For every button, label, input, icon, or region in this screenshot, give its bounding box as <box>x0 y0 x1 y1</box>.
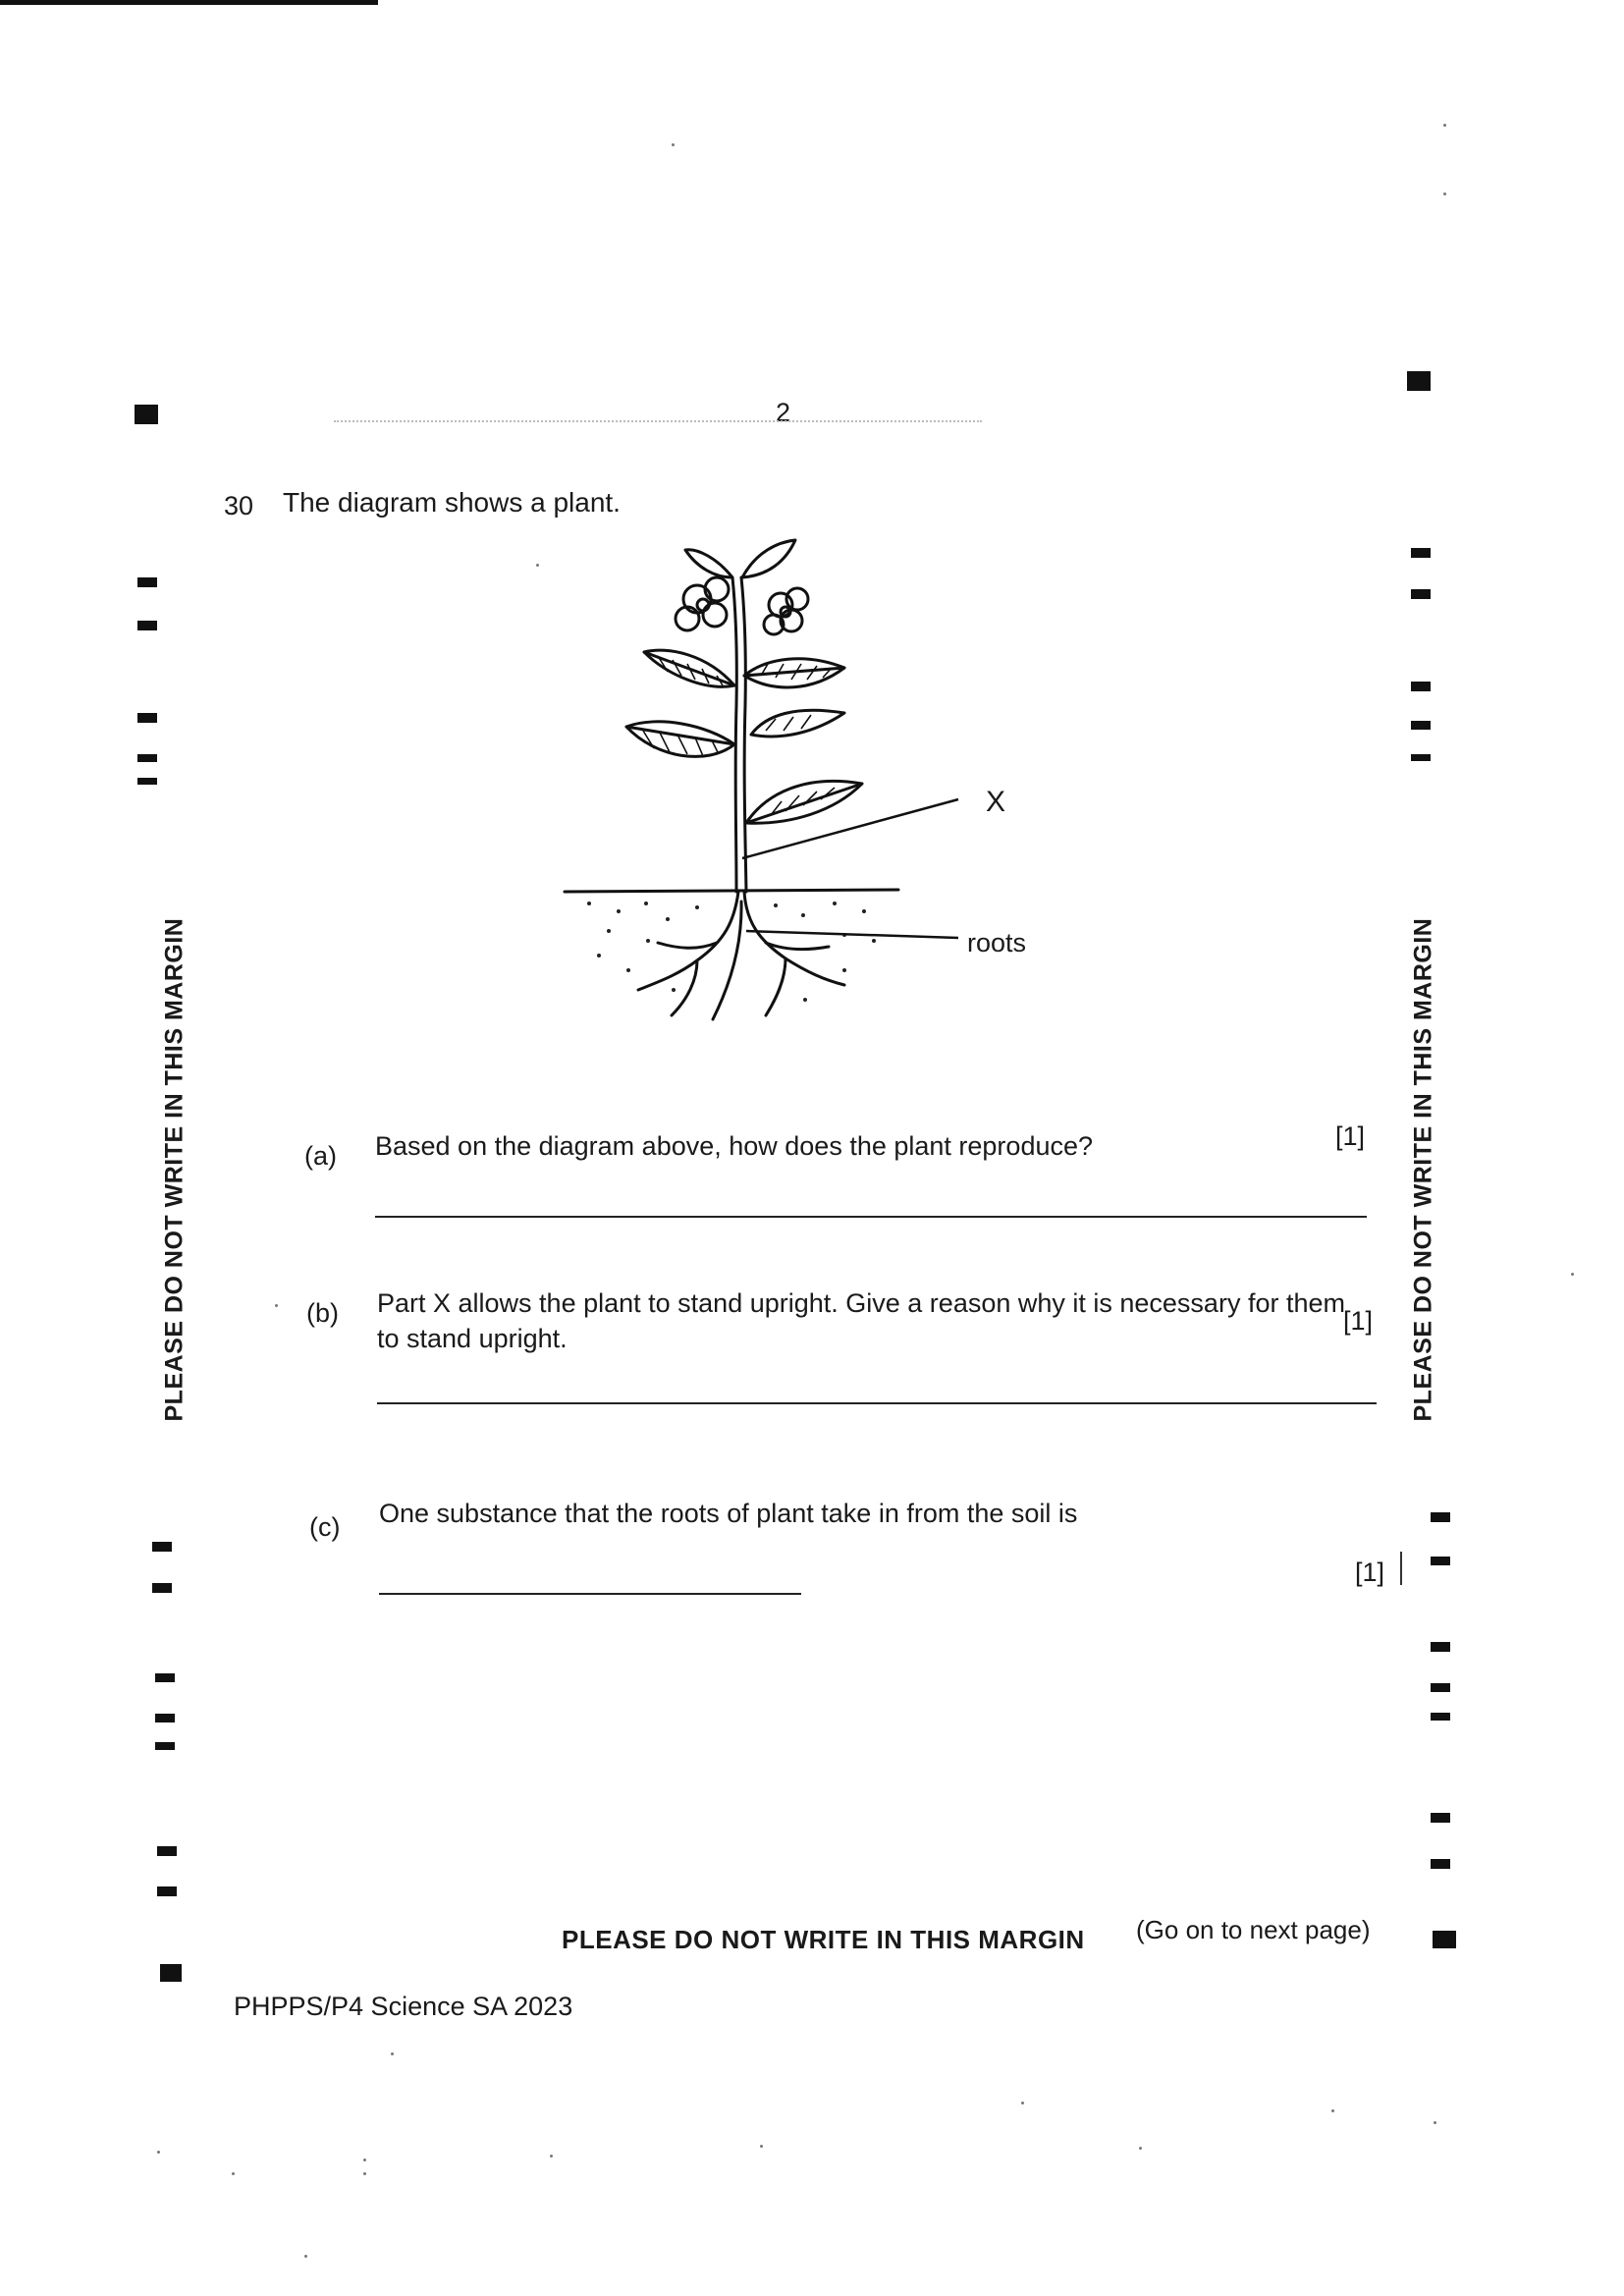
registration-mark <box>155 1714 175 1722</box>
part-b-answer-line[interactable] <box>377 1402 1377 1404</box>
registration-mark <box>137 577 157 587</box>
diagram-label-roots: roots <box>967 928 1027 957</box>
registration-mark <box>1411 754 1431 761</box>
scan-speck <box>1434 2121 1436 2124</box>
registration-mark <box>135 405 158 424</box>
registration-mark <box>1431 1512 1450 1522</box>
scan-speck <box>1571 1273 1574 1276</box>
scan-speck <box>157 2151 160 2154</box>
part-a-label: (a) <box>304 1141 337 1171</box>
part-b-label: (b) <box>306 1298 339 1328</box>
part-a-text: Based on the diagram above, how does the plant reproduce? <box>375 1131 1094 1161</box>
part-c-marks: [1] <box>1355 1558 1385 1587</box>
scan-speck <box>1443 124 1446 127</box>
footer-margin-notice: PLEASE DO NOT WRITE IN THIS MARGIN <box>562 1925 1085 1954</box>
question-number: 30 <box>224 491 254 520</box>
registration-mark <box>1431 1813 1450 1823</box>
registration-mark <box>152 1542 172 1552</box>
part-c-label: (c) <box>309 1512 341 1542</box>
scan-speck <box>1331 2109 1334 2112</box>
registration-mark <box>1433 1931 1456 1948</box>
registration-mark <box>1411 548 1431 558</box>
registration-mark <box>1431 1642 1450 1652</box>
registration-mark <box>155 1673 175 1682</box>
scan-speck <box>232 2172 235 2175</box>
registration-mark <box>155 1742 175 1750</box>
page-number: 2 <box>776 398 791 427</box>
part-c-text: One substance that the roots of plant take in from the soil is <box>379 1499 1078 1528</box>
registration-mark <box>1431 1683 1450 1692</box>
scan-speck <box>1139 2147 1142 2150</box>
scan-speck <box>1021 2102 1024 2105</box>
label-leader-lines <box>727 786 982 953</box>
registration-mark <box>1431 1557 1450 1565</box>
registration-mark <box>1411 589 1431 599</box>
part-b-text-line1: Part X allows the plant to stand upright. Give a reason why it is necessary for them <box>377 1288 1345 1318</box>
part-b-marks: [1] <box>1343 1306 1374 1336</box>
question-text: The diagram shows a plant. <box>283 487 621 518</box>
registration-mark <box>1411 721 1431 730</box>
part-b-text-line2: to stand upright. <box>377 1324 568 1353</box>
registration-mark <box>137 621 157 630</box>
registration-mark <box>137 778 157 785</box>
diagram-label-x: X <box>986 786 1006 818</box>
header-dotted-line <box>334 420 982 422</box>
scan-speck <box>1443 192 1446 195</box>
registration-mark <box>1407 371 1431 391</box>
registration-mark <box>160 1964 182 1982</box>
registration-mark <box>152 1583 172 1593</box>
part-c-answer-line[interactable] <box>379 1593 801 1595</box>
registration-mark <box>1411 682 1431 691</box>
part-a-answer-line[interactable] <box>375 1216 1367 1218</box>
go-on-next-page: (Go on to next page) <box>1136 1915 1371 1944</box>
scan-speck <box>304 2255 307 2258</box>
top-edge-bar <box>0 0 378 5</box>
part-c-tick <box>1400 1552 1402 1585</box>
scan-speck <box>391 2052 394 2055</box>
scan-speck <box>550 2155 553 2158</box>
scan-speck <box>363 2159 366 2161</box>
right-margin-notice: PLEASE DO NOT WRITE IN THIS MARGIN <box>1409 917 1437 1422</box>
scan-speck <box>275 1304 278 1307</box>
part-a-marks: [1] <box>1335 1121 1366 1151</box>
scan-speck <box>672 143 675 146</box>
scan-speck <box>760 2145 763 2148</box>
paper-id: PHPPS/P4 Science SA 2023 <box>234 1992 573 2021</box>
registration-mark <box>137 754 157 762</box>
scan-speck <box>536 564 539 567</box>
registration-mark <box>157 1846 177 1856</box>
registration-mark <box>1431 1713 1450 1721</box>
registration-mark <box>1431 1859 1450 1869</box>
registration-mark <box>137 713 157 723</box>
scan-speck <box>363 2172 366 2175</box>
registration-mark <box>157 1886 177 1896</box>
left-margin-notice: PLEASE DO NOT WRITE IN THIS MARGIN <box>160 917 189 1422</box>
